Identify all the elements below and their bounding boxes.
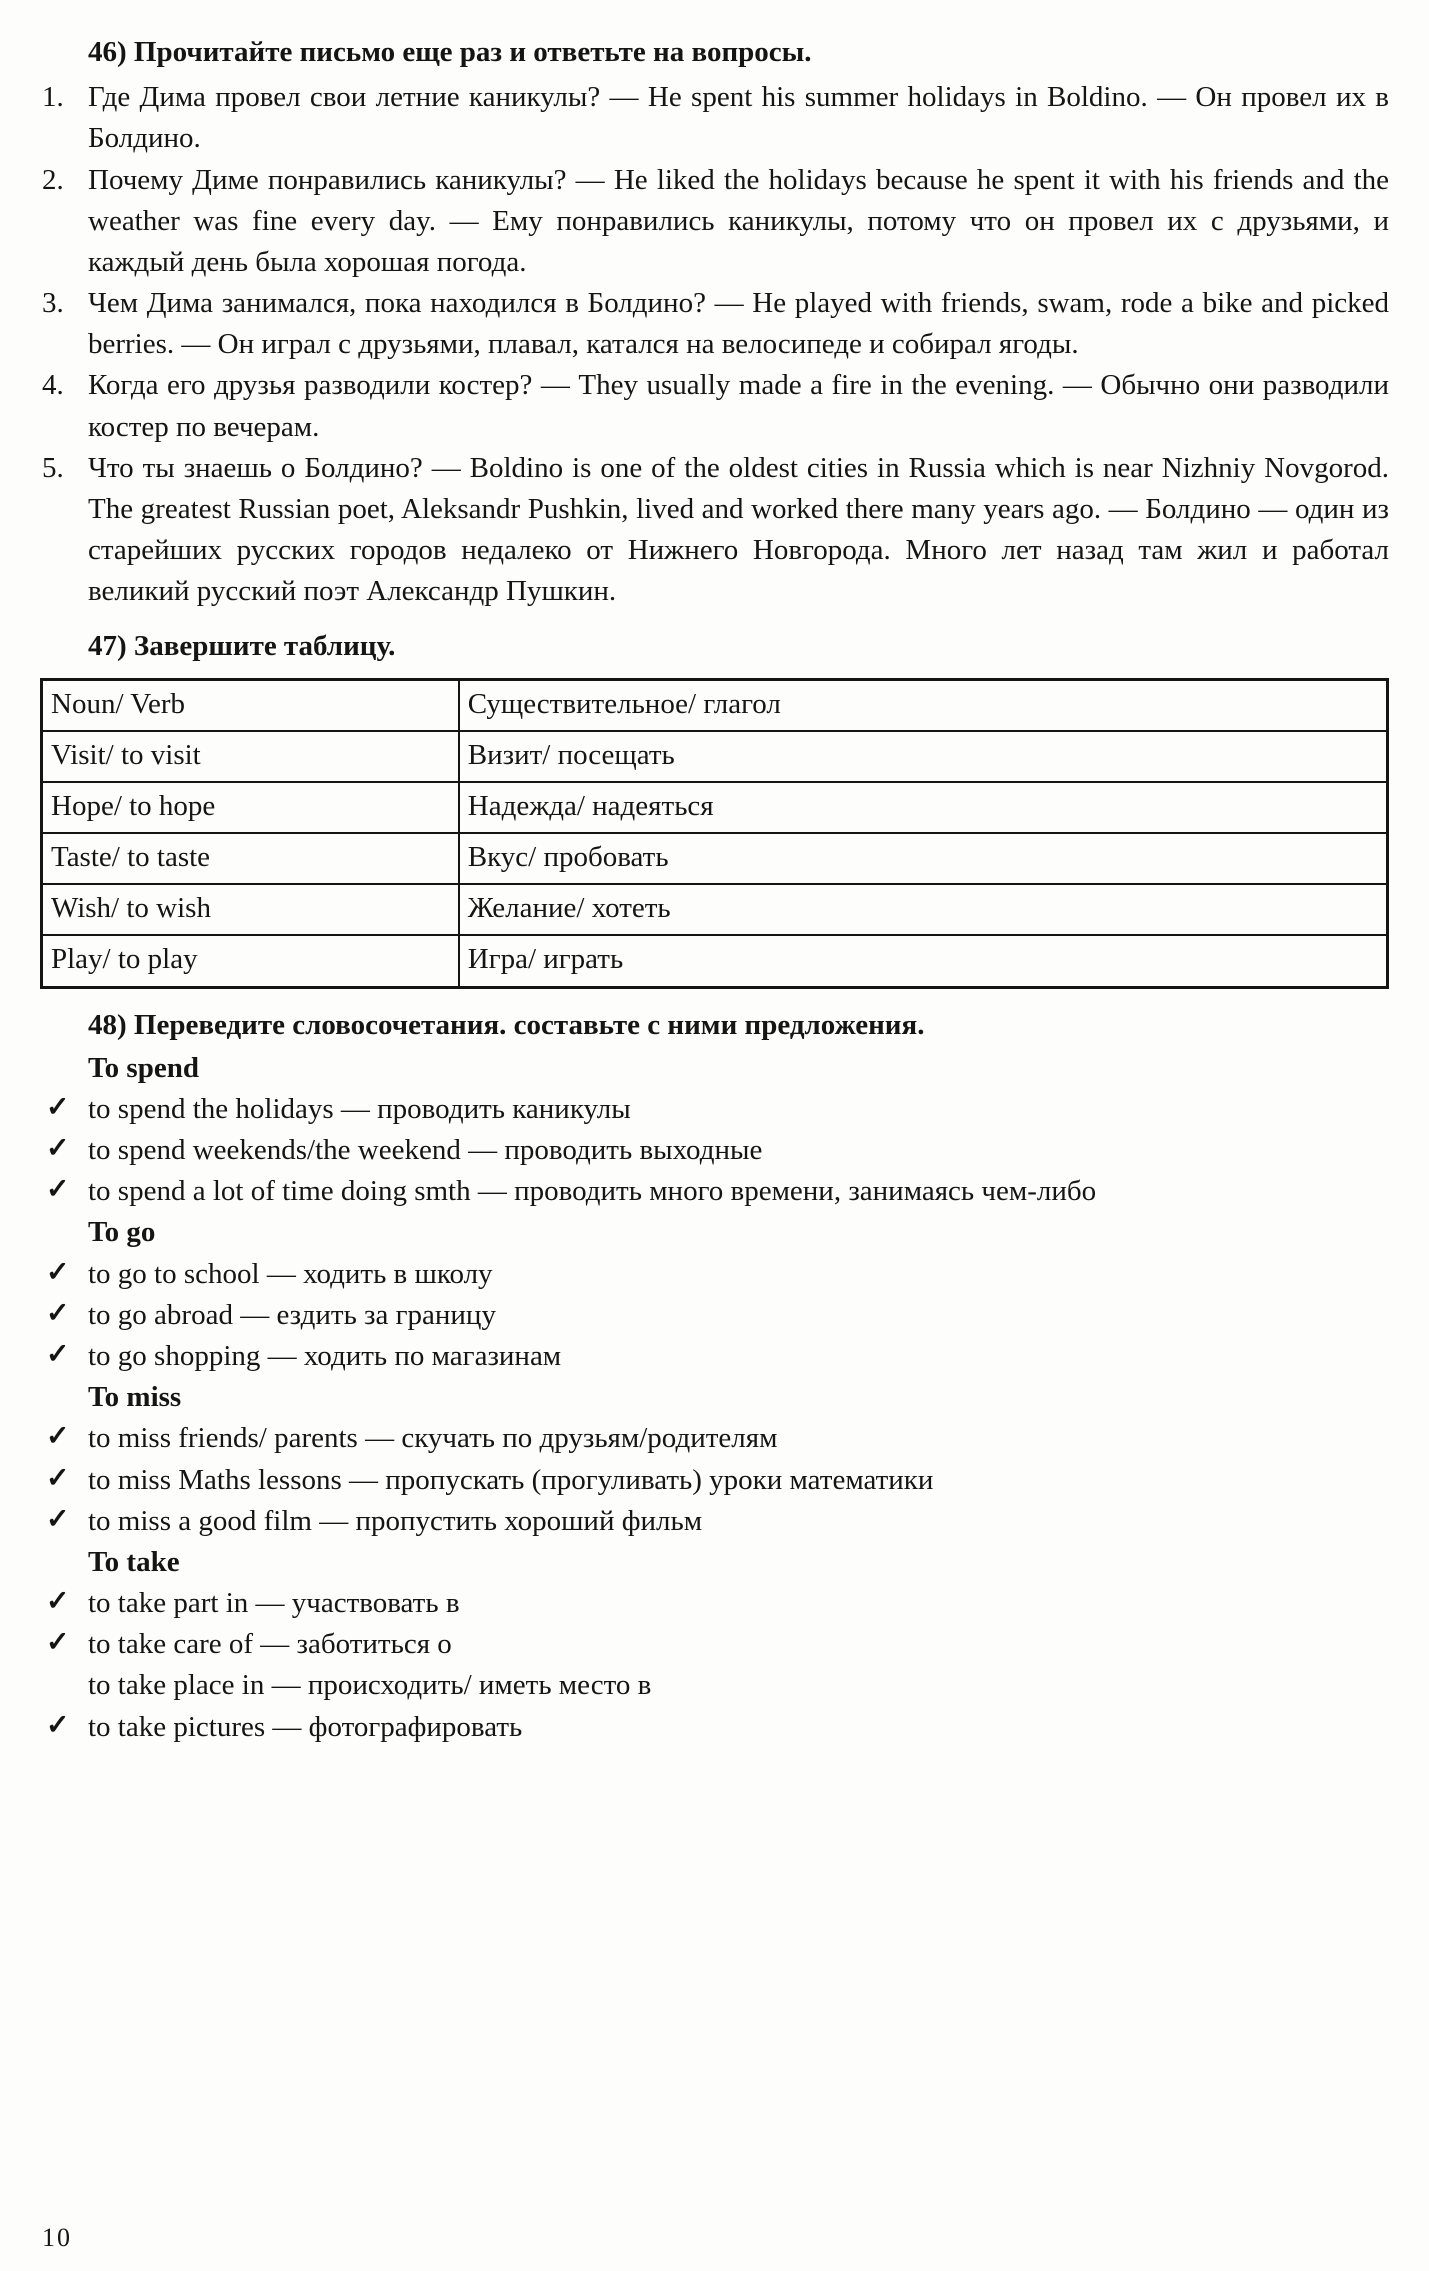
phrase-item (40, 1707, 1389, 1748)
check-icon: ✓ (46, 1503, 70, 1535)
item-number: 3. (42, 287, 64, 320)
qa-item (40, 448, 1389, 613)
phrase-text: to spend a lot of time doing smth — проводить много времени, занимаясь чем-либо (88, 1175, 1097, 1208)
check-icon: ✓ (46, 1091, 70, 1123)
phrase-text: to miss friends/ parents — скучать по друзьям/родителям (88, 1422, 778, 1455)
phrase-group-to-take (40, 1542, 1389, 1748)
qa-text: Когда его друзья разводили костер? — They usually made a fire in the evening. — Обычно они разводили костер по вечерам. (88, 369, 1389, 443)
table-row (42, 935, 1388, 987)
table-cell: Visit/ to visit (42, 731, 459, 782)
phrase-text: to take part in — участвовать в (88, 1587, 460, 1620)
phrase-text: to go abroad — ездить за границу (88, 1298, 496, 1331)
phrase-text: to spend weekends/the weekend — проводить выходные (88, 1134, 763, 1167)
phrase-item (40, 1501, 1389, 1542)
table-row (42, 782, 1388, 833)
qa-item (40, 160, 1389, 284)
item-number: 5. (42, 451, 64, 484)
phrase-group-to-miss (40, 1377, 1389, 1542)
phrase-text: to miss a good film — пропустить хороший фильм (88, 1504, 703, 1537)
check-icon: ✓ (46, 1627, 70, 1659)
phrase-group-heading: To go (88, 1216, 156, 1249)
phrase-text: to take place in — происходить/ иметь место в (88, 1669, 652, 1702)
phrase-group-heading: To spend (88, 1051, 199, 1084)
phrase-item (40, 1336, 1389, 1377)
noun-verb-table (40, 678, 1389, 989)
table-row (42, 679, 1388, 731)
phrase-text: to miss Maths lessons — пропускать (прогуливать) уроки математики (88, 1463, 934, 1496)
qa-item (40, 365, 1389, 447)
table-cell: Wish/ to wish (42, 884, 459, 935)
phrase-item (40, 1624, 1389, 1665)
exercise-46-answers (40, 77, 1389, 612)
phrase-item (40, 1665, 1389, 1706)
table-cell: Желание/ хотеть (459, 884, 1388, 935)
check-icon: ✓ (46, 1338, 70, 1370)
check-icon: ✓ (46, 1297, 70, 1329)
exercise-47-title: 47) Завершите таблицу. (88, 630, 396, 663)
qa-item (40, 283, 1389, 365)
phrase-text: to go to school — ходить в школу (88, 1257, 493, 1290)
phrase-text: to take care of — заботиться о (88, 1628, 452, 1661)
phrase-text: to go shopping — ходить по магазинам (88, 1339, 562, 1372)
table-cell: Noun/ Verb (42, 679, 459, 731)
check-icon: ✓ (46, 1256, 70, 1288)
phrase-group-heading: To take (88, 1545, 180, 1578)
phrase-group-to-go (40, 1212, 1389, 1377)
page-number: 10 (42, 2223, 72, 2253)
exercise-46-title: 46) Прочитайте письмо еще раз и ответьте на вопросы. (88, 36, 812, 68)
qa-item (40, 77, 1389, 159)
check-icon: ✓ (46, 1586, 70, 1618)
table-cell: Существительное/ глагол (459, 679, 1388, 731)
qa-text: Что ты знаешь о Болдино? — Boldino is one of the oldest cities in Russia which is near Nizhniy Novgorod. The greatest Russian poet, Aleksandr Pushkin, lived and worked there many years ago. — Болдино — один из старейших русских городов недалеко от Нижнего Новгорода. Много лет назад там жил и работал великий русский поэт Александр Пушкин. (88, 451, 1389, 608)
item-number: 2. (42, 163, 64, 196)
phrase-item (40, 1254, 1389, 1295)
check-icon: ✓ (46, 1462, 70, 1494)
qa-text: Почему Диме понравились каникулы? — He liked the holidays because he spent it with his friends and the weather was fine every day. — Ему понравились каникулы, потому что он провел их с друзьями, и каждый день была хорошая погода. (88, 163, 1389, 278)
check-icon: ✓ (46, 1133, 70, 1165)
phrase-item (40, 1460, 1389, 1501)
check-icon: ✓ (46, 1421, 70, 1453)
phrase-text: to spend the holidays — проводить каникулы (88, 1092, 631, 1125)
table-row (42, 884, 1388, 935)
check-icon: ✓ (46, 1174, 70, 1206)
table-cell: Визит/ посещать (459, 731, 1388, 782)
item-number: 4. (42, 369, 64, 402)
exercise-48-title: 48) Переведите словосочетания. составьте с ними предложения. (88, 1008, 925, 1041)
phrase-item (40, 1171, 1389, 1212)
table-row (42, 833, 1388, 884)
check-icon: ✓ (46, 1709, 70, 1741)
item-number: 1. (42, 81, 64, 114)
phrase-item (40, 1295, 1389, 1336)
phrase-text: to take pictures — фотографировать (88, 1710, 523, 1743)
table-cell: Play/ to play (42, 935, 459, 987)
phrase-group-to-spend (40, 1048, 1389, 1213)
phrase-item (40, 1583, 1389, 1624)
table-cell: Вкус/ пробовать (459, 833, 1388, 884)
phrase-item (40, 1418, 1389, 1459)
qa-text: Чем Дима занимался, пока находился в Болдино? — He played with friends, swam, rode a bike and picked berries. — Он играл с друзьями, плавал, катался на велосипеде и собирал ягоды. (88, 287, 1389, 361)
table-cell: Taste/ to taste (42, 833, 459, 884)
table-cell: Hope/ to hope (42, 782, 459, 833)
table-cell: Надежда/ надеяться (459, 782, 1388, 833)
table-row (42, 731, 1388, 782)
phrase-item (40, 1089, 1389, 1130)
qa-text: Где Дима провел свои летние каникулы? — He spent his summer holidays in Boldino. — Он провел их в Болдино. (88, 81, 1389, 155)
table-cell: Игра/ играть (459, 935, 1388, 987)
phrase-item (40, 1130, 1389, 1171)
phrase-group-heading: To miss (88, 1381, 182, 1414)
